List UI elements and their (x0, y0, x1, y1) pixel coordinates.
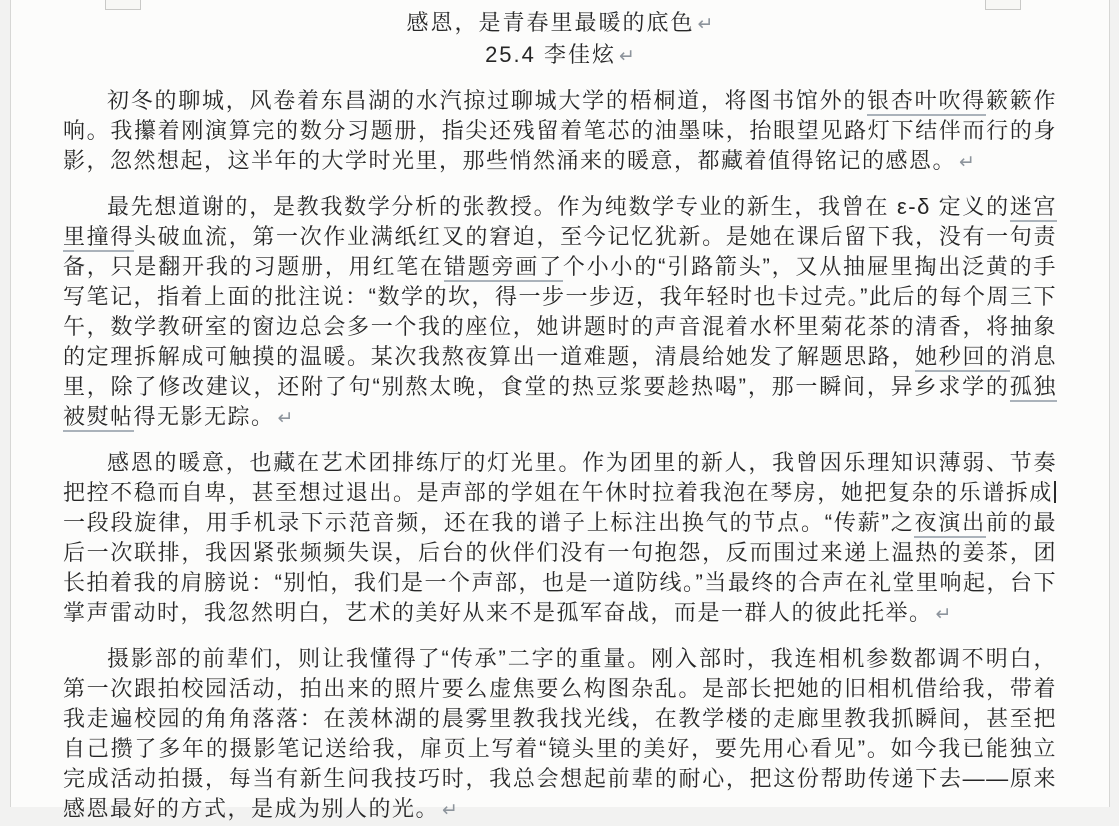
paragraph[interactable] (63, 644, 1057, 826)
paragraph-mark-icon: ↵ (935, 604, 952, 625)
paragraph-mark-icon: ↵ (619, 46, 635, 67)
byline-text: 25.4 李佳炫 (485, 42, 616, 67)
paragraph-mark-icon: ↵ (442, 800, 458, 821)
proofing-underline-run: 她秒回的 (915, 344, 1010, 372)
proofing-underline-run: 迷宫里撞得 (63, 194, 1057, 252)
paragraph[interactable] (63, 192, 1057, 434)
proofing-underline-run: 夜演出 (914, 510, 985, 538)
title-text: 感恩，是青春里最暖的底色 (406, 10, 695, 35)
proofing-underline-run: 银杏叶吹得 (867, 88, 986, 116)
proofing-underline-run: 错题旁画了 (444, 254, 563, 282)
paragraph-mark-icon: ↵ (277, 408, 294, 429)
text-run: 簌簌作响。我攥着刚演算完的数分习题册，指尖还残留着笔芯的油墨味，抬眼望见路灯下结伴而行的身影，忽然想起，这半年的大学时光里，那些悄然涌来的暖意，都藏着值得铭记的感恩。 (63, 88, 1057, 173)
text-run: 头破血流，第一次作业满纸红叉的窘迫，至今记忆犹新。是她在课后留下我，没有一句责备，只是翻开我的习题册，用红笔在 (63, 224, 1057, 279)
document-body (63, 8, 1057, 826)
paragraph[interactable] (63, 86, 1057, 178)
text-run: 摄影部的前辈们，则让我懂得了“传承”二字的重量。刚入部时，我连相机参数都调不明白，第一次跟拍校园活动，拍出来的照片要么虚焦要么构图杂乱。是部长把她的旧相机借给我，带着我走遍校园的角角落落：在羡林湖的晨雾里教我找光线，在教学楼的走廊里教我抓瞬间，甚至把自己攒了多年的摄影笔记送给我，扉页上写着“镜头里的美好，要先用心看见”。如今我已能独立完成活动拍摄，每当有新生问我技巧时，我总会想起前辈的耐心，把这份帮助传递下去——原来感恩最好的方式，是成为别人的光。 (63, 646, 1057, 821)
text-cursor (1054, 481, 1056, 503)
text-run: 感恩的暖意，也藏在艺术团排练厅的灯光里。作为团里的新人，我曾因乐理知识薄弱、节奏把控不稳而自卑，甚至想过退出。是声部的学姐在午休时拉着我泡在琴房，她把复杂的乐谱拆成 (63, 450, 1057, 505)
paragraph[interactable] (63, 448, 1057, 630)
text-run: 初冬的聊城，风卷着东昌湖的水汽掠过聊城大学的梧桐道，将图书馆外的 (107, 88, 868, 113)
text-run: 一段段旋律，用手机录下示范音频，还在我的谱子上标注出换气的节点。“传薪”之 (63, 510, 915, 535)
text-run: 前的最后一次联排，我因紧张频频失误，后台的伙伴们没有一句抱怨，反而围过来递上温热的姜茶，团长拍着我的肩膀说：“别怕，我们是一个声部，也是一道防线。”当最终的合声在礼堂里响起，台下掌声雷动时，我忽然明白，艺术的美好从来不是孤军奋战，而是一群人的彼此托举。 (63, 510, 1057, 625)
text-run: 消息里，除了修改建议，还附了句“别熬太晚，食堂的热豆浆要趁热喝”，那一瞬间，异乡求学的 (63, 344, 1057, 399)
paragraph-mark-icon: ↵ (959, 152, 975, 173)
text-run: 得无影无踪。 (133, 404, 275, 429)
paragraph-mark-icon: ↵ (697, 14, 714, 35)
document-page[interactable] (10, 0, 1110, 821)
text-run: 最先想道谢的，是教我数学分析的张教授。作为纯数学专业的新生，我曾在 ε-δ 定义的 (107, 194, 1010, 219)
text-run: 个小小的“引路箭头”，又从抽屉里掏出泛黄的手写笔记，指着上面的批注说：“数学的坎，得一步一步迈，我年轻时也卡过壳。”此后的每个周三下午，数学教研室的窗边总会多一个我的座位，她讲题时的声音混着水杯里菊花茶的清香，将抽象的定理拆解成可触摸的温暖。某次我熬夜算出一道难题，清晨给她发了解题思路， (63, 254, 1057, 369)
proofing-underline-run: 孤独被熨帖 (63, 374, 1057, 432)
document-byline (63, 40, 1057, 72)
document-title (63, 8, 1057, 40)
